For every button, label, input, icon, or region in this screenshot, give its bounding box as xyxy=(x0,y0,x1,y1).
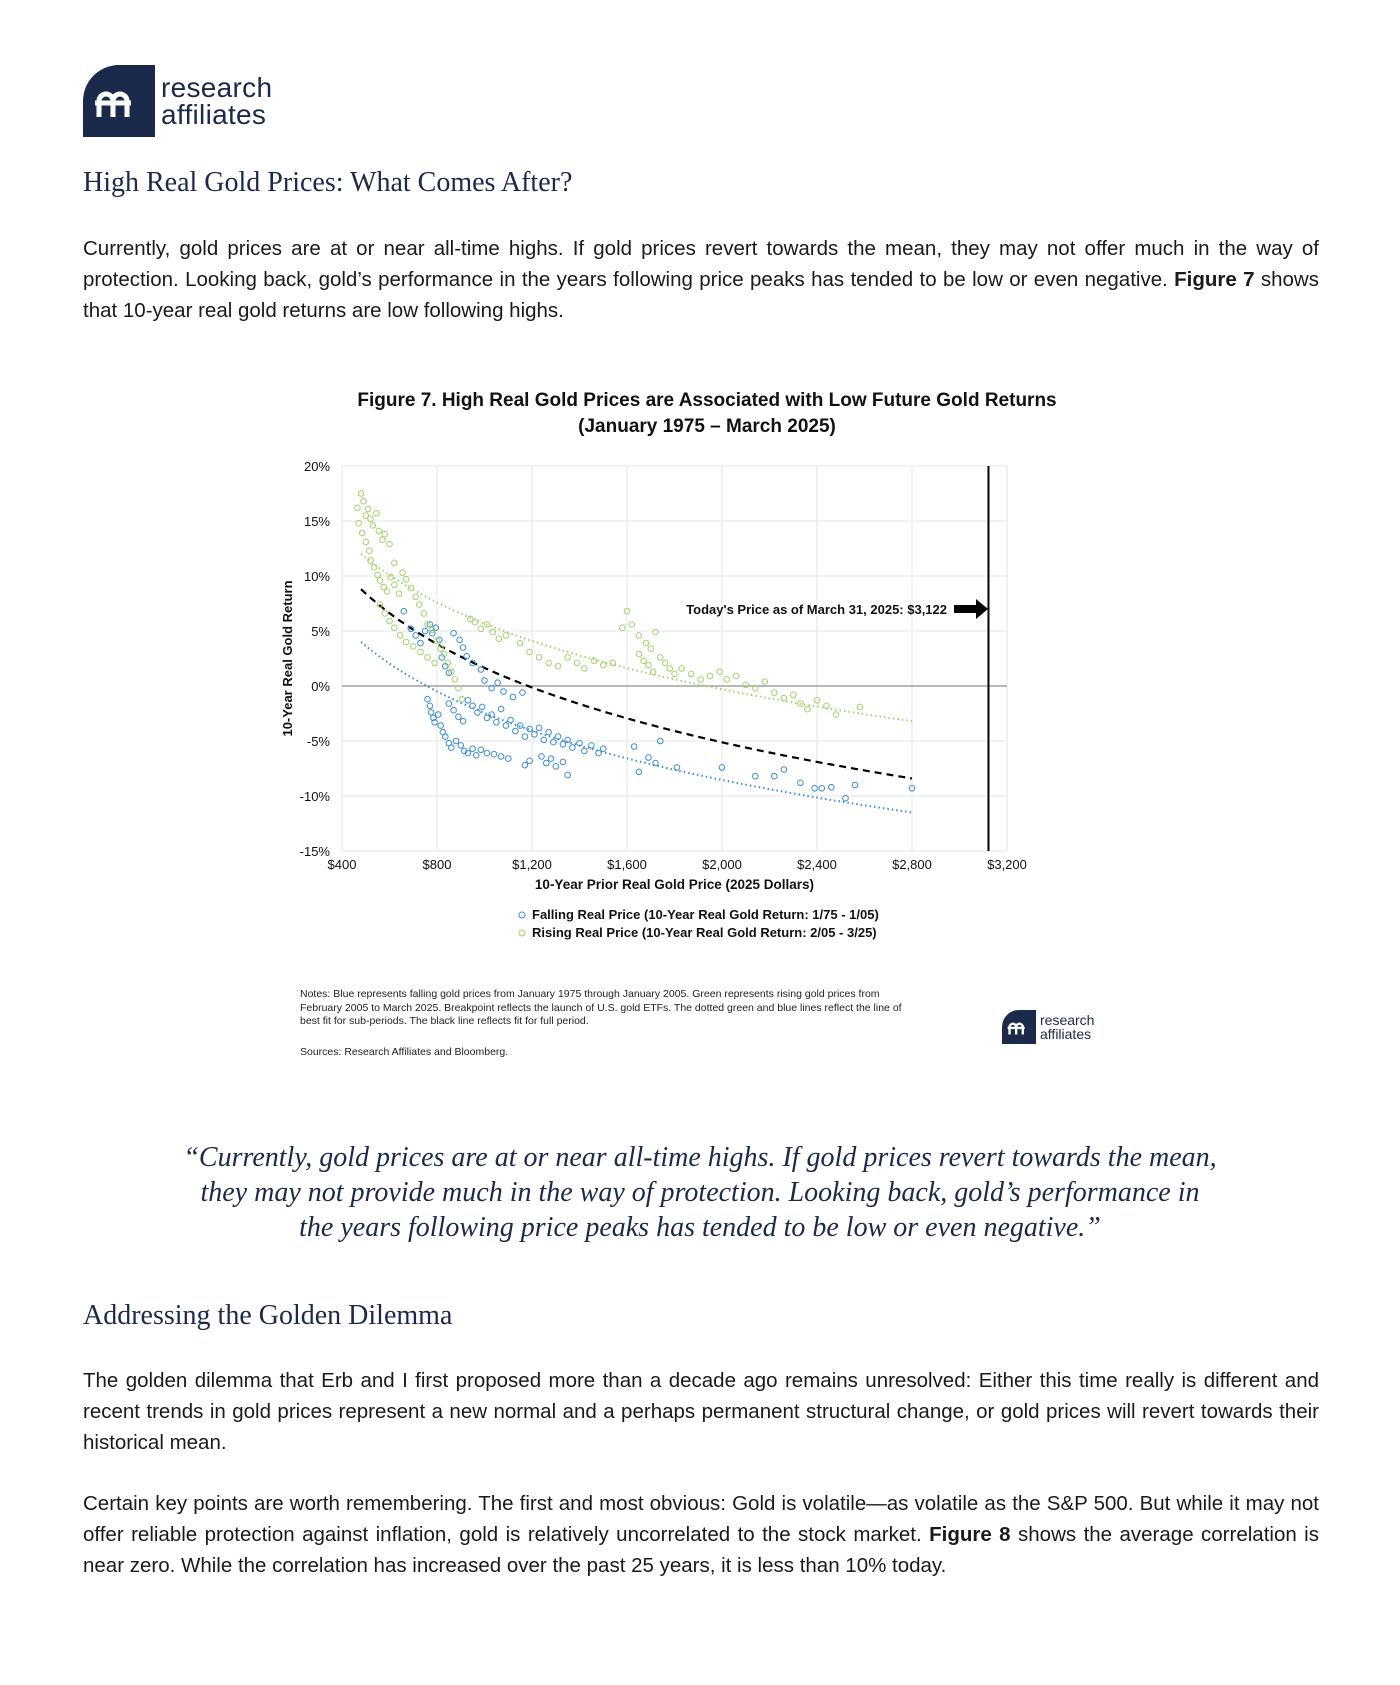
point-falling xyxy=(443,734,449,740)
y-tick-label: 20% xyxy=(303,459,330,474)
point-rising xyxy=(610,660,616,666)
y-tick-label: 5% xyxy=(311,624,330,639)
point-falling xyxy=(506,756,512,762)
point-rising xyxy=(377,578,383,584)
point-rising xyxy=(772,690,778,696)
point-rising xyxy=(472,619,478,625)
point-falling xyxy=(473,753,479,759)
point-rising xyxy=(555,663,561,669)
point-falling xyxy=(464,654,470,660)
point-rising xyxy=(734,673,740,679)
x-tick-label: $800 xyxy=(422,857,452,872)
fit-line-falling xyxy=(361,642,912,813)
point-rising xyxy=(707,673,713,679)
point-rising xyxy=(367,548,373,554)
brand-line2: affiliates xyxy=(161,99,267,130)
point-rising xyxy=(546,660,552,666)
point-rising xyxy=(363,539,369,545)
x-tick-label: $3,200 xyxy=(987,857,1027,872)
arrow-right-icon xyxy=(954,599,988,619)
point-falling xyxy=(435,712,441,718)
pull-quote: “Currently, gold prices are at or near all-time highs. If gold prices revert towards the mean, they may not provide much in the way of protection. Looking back, gold’s performance in the years following price peaks has tended to be low or even negative.” xyxy=(183,1142,1217,1243)
point-rising xyxy=(361,498,367,504)
point-rising xyxy=(418,649,424,655)
point-rising xyxy=(355,505,361,511)
point-falling xyxy=(772,773,778,779)
point-rising xyxy=(400,570,406,576)
point-rising xyxy=(411,644,417,650)
research-affiliates-logo-icon xyxy=(83,65,155,137)
point-falling xyxy=(570,745,576,751)
point-falling xyxy=(495,680,501,686)
point-falling xyxy=(470,703,476,709)
point-falling xyxy=(498,706,504,712)
section-heading-golden-dilemma: Addressing the Golden Dilemma xyxy=(83,1300,453,1331)
figure8-ref[interactable]: Figure 8 xyxy=(929,1523,1011,1546)
point-falling xyxy=(449,745,455,751)
point-falling xyxy=(498,754,504,760)
point-rising xyxy=(392,625,398,631)
point-rising xyxy=(416,602,422,608)
point-rising xyxy=(425,655,431,661)
point-falling xyxy=(465,698,471,704)
point-rising xyxy=(413,594,419,600)
point-falling xyxy=(478,747,484,753)
legend-marker xyxy=(519,930,525,936)
point-rising xyxy=(698,677,704,683)
point-rising xyxy=(452,677,458,683)
point-falling xyxy=(418,640,424,646)
intro-text-a: Currently, gold prices are at or near all-time highs. If gold prices revert towards the mean, they may not offer much in the way of protection. Looking back, gold’s performance in the years following price peaks has tended to be low or even negative. xyxy=(83,237,1319,291)
point-falling xyxy=(508,717,514,723)
chart-title-line1: Figure 7. High Real Gold Prices are Associated with Low Future Gold Returns xyxy=(357,390,1057,411)
point-falling xyxy=(565,737,571,743)
chart-legend xyxy=(519,907,879,940)
point-falling xyxy=(544,760,550,766)
point-falling xyxy=(551,739,557,745)
point-rising xyxy=(376,528,382,534)
point-falling xyxy=(553,764,559,770)
point-falling xyxy=(479,704,485,710)
point-rising xyxy=(359,530,365,536)
point-falling xyxy=(456,714,462,720)
point-rising xyxy=(397,633,403,639)
point-rising xyxy=(646,662,652,668)
y-axis-label: 10-Year Real Gold Return xyxy=(280,580,295,737)
point-falling xyxy=(413,633,419,639)
figure-brand-logo xyxy=(1002,1010,1094,1044)
x-axis-label: 10-Year Prior Real Gold Price (2025 Dollars) xyxy=(534,877,815,892)
point-rising xyxy=(648,646,654,652)
point-falling xyxy=(458,743,464,749)
x-tick-label: $2,000 xyxy=(702,857,742,872)
x-tick-label: $400 xyxy=(327,857,357,872)
point-rising xyxy=(517,640,523,646)
intro-paragraph xyxy=(83,233,1319,326)
legend-entry: Rising Real Price (10-Year Real Gold Return: 2/05 - 3/25) xyxy=(532,925,877,940)
point-falling xyxy=(539,754,545,760)
point-falling xyxy=(636,769,642,775)
point-rising xyxy=(743,682,749,688)
x-tick-label: $1,600 xyxy=(607,857,647,872)
small-brand-line1: research xyxy=(1040,1012,1095,1028)
point-falling xyxy=(852,782,858,788)
point-rising xyxy=(636,651,642,657)
fit-line-full-period xyxy=(361,589,912,778)
key-points-text-a: Certain key points are worth remembering. The first and most obvious: Gold is volatile—as volatile as the S&P 500. But while it may not offer reliable protection against inflation, gold is relatively uncorrelated to the stock market. xyxy=(83,1492,1319,1546)
point-rising xyxy=(688,671,694,677)
point-rising xyxy=(658,655,664,661)
y-tick-label: 10% xyxy=(303,569,330,584)
point-rising xyxy=(679,666,685,672)
point-falling xyxy=(494,720,500,726)
point-falling xyxy=(478,667,484,673)
point-rising xyxy=(358,491,364,497)
point-falling xyxy=(565,772,571,778)
point-falling xyxy=(491,751,497,757)
point-rising xyxy=(396,591,402,597)
point-falling xyxy=(482,678,488,684)
today-price-annotation: Today's Price as of March 31, 2025: $3,122 xyxy=(686,602,947,617)
section-heading-high-real-gold: High Real Gold Prices: What Comes After? xyxy=(83,167,573,198)
point-falling xyxy=(653,760,659,766)
point-falling xyxy=(582,748,588,754)
point-falling xyxy=(541,737,547,743)
point-rising xyxy=(382,531,388,537)
point-rising xyxy=(382,611,388,617)
brand-line1: research xyxy=(161,72,273,103)
point-rising xyxy=(650,669,656,675)
point-rising xyxy=(370,523,376,529)
point-falling xyxy=(470,746,476,752)
point-falling xyxy=(451,707,457,713)
x-tick-label: $2,800 xyxy=(892,857,932,872)
point-rising xyxy=(380,537,386,543)
point-rising xyxy=(653,629,659,635)
point-rising xyxy=(643,640,649,646)
scatter-chart xyxy=(280,388,1112,978)
point-rising xyxy=(490,629,496,635)
point-rising xyxy=(629,622,635,628)
key-points-text-b: shows the average correlation is near zero. While the correlation has increased over the past 25 years, it is less than 10% today. xyxy=(83,1523,1319,1577)
point-rising xyxy=(762,679,768,685)
point-rising xyxy=(582,666,588,672)
brand-logo[interactable] xyxy=(83,65,272,137)
point-falling xyxy=(781,767,787,773)
point-falling xyxy=(646,755,652,761)
point-falling xyxy=(501,689,507,695)
point-rising xyxy=(724,677,730,683)
point-rising xyxy=(365,506,371,512)
x-tick-label: $2,400 xyxy=(797,857,837,872)
point-falling xyxy=(560,742,566,748)
figure-7 xyxy=(280,388,1112,1068)
point-falling xyxy=(601,746,607,752)
point-falling xyxy=(520,690,526,696)
point-falling xyxy=(489,712,495,718)
point-falling xyxy=(819,786,825,792)
small-brand-line2: affiliates xyxy=(1040,1026,1092,1042)
chart-title-line2: (January 1975 – March 2025) xyxy=(578,416,836,437)
point-rising xyxy=(805,706,811,712)
point-rising xyxy=(387,541,393,547)
point-falling xyxy=(446,701,452,707)
point-falling xyxy=(425,696,431,702)
point-rising xyxy=(536,655,542,661)
point-rising xyxy=(662,660,668,666)
point-falling xyxy=(589,743,595,749)
point-falling xyxy=(522,734,528,740)
point-falling xyxy=(536,725,542,731)
point-rising xyxy=(459,696,465,702)
point-rising xyxy=(791,692,797,698)
point-rising xyxy=(833,712,839,718)
point-rising xyxy=(392,582,398,588)
point-rising xyxy=(574,660,580,666)
point-rising xyxy=(403,639,409,645)
point-rising xyxy=(601,662,607,668)
point-falling xyxy=(460,718,466,724)
point-falling xyxy=(548,756,554,762)
point-rising xyxy=(667,666,673,672)
point-falling xyxy=(753,773,759,779)
point-falling xyxy=(829,784,835,790)
point-falling xyxy=(438,723,444,729)
chart-axes xyxy=(280,459,1027,892)
point-falling xyxy=(460,645,466,651)
point-rising xyxy=(672,671,678,677)
point-falling xyxy=(631,744,637,750)
x-tick-label: $1,200 xyxy=(512,857,552,872)
figure-notes: Notes: Blue represents falling gold prices from January 1975 through January 2005. Green represents rising gold prices from February 2005 to March 2025. Breakpoint reflects the launch of U.S. gold ETFs. The dotted green and blue lines reflect the line of best fit for sub-periods. The black line reflects fit for full period. xyxy=(300,988,902,1027)
point-falling xyxy=(401,608,407,614)
point-rising xyxy=(374,511,380,517)
point-rising xyxy=(496,636,502,642)
point-rising xyxy=(565,655,571,661)
point-rising xyxy=(636,633,642,639)
y-tick-label: -10% xyxy=(299,789,330,804)
research-affiliates-small-logo-icon xyxy=(1002,1010,1036,1044)
chart-annotations xyxy=(686,466,988,851)
point-falling xyxy=(484,750,490,756)
legend-entry: Falling Real Price (10-Year Real Gold Return: 1/75 - 1/05) xyxy=(532,907,879,922)
y-tick-label: -5% xyxy=(306,734,330,749)
point-falling xyxy=(428,710,434,716)
dilemma-paragraph: The golden dilemma that Erb and I first proposed more than a decade ago remains unresolved: Either this time really is different and recent trends in gold prices represent a new normal and a perhaps permanent structural change, or gold prices will revert towards their historical mean. xyxy=(83,1369,1319,1454)
point-falling xyxy=(798,780,804,786)
y-tick-label: -15% xyxy=(299,844,330,859)
point-rising xyxy=(392,560,398,566)
point-falling xyxy=(510,694,516,700)
point-rising xyxy=(384,589,390,595)
point-rising xyxy=(371,564,377,570)
point-rising xyxy=(503,633,509,639)
y-tick-label: 15% xyxy=(303,514,330,529)
intro-text-b: shows that 10-year real gold returns are low following highs. xyxy=(83,268,1319,322)
legend-marker xyxy=(519,912,525,918)
point-rising xyxy=(857,704,863,710)
point-falling xyxy=(513,728,519,734)
point-falling xyxy=(674,765,680,771)
point-falling xyxy=(427,703,433,709)
point-falling xyxy=(560,759,566,765)
point-rising xyxy=(421,611,427,617)
point-falling xyxy=(522,762,528,768)
point-rising xyxy=(387,618,393,624)
point-rising xyxy=(375,572,381,578)
key-points-paragraph xyxy=(83,1488,1319,1581)
point-rising xyxy=(641,658,647,664)
point-rising xyxy=(620,625,626,631)
point-falling xyxy=(596,750,602,756)
figure7-ref[interactable]: Figure 7 xyxy=(1174,268,1255,291)
point-falling xyxy=(457,637,463,643)
y-tick-label: 0% xyxy=(311,679,330,694)
point-rising xyxy=(781,695,787,701)
point-falling xyxy=(503,723,509,729)
point-falling xyxy=(546,729,552,735)
point-rising xyxy=(403,577,409,583)
chart-grid xyxy=(342,466,1007,851)
brand-wordmark xyxy=(161,74,272,128)
figure-sources: Sources: Research Affiliates and Bloomberg. xyxy=(300,1046,509,1058)
